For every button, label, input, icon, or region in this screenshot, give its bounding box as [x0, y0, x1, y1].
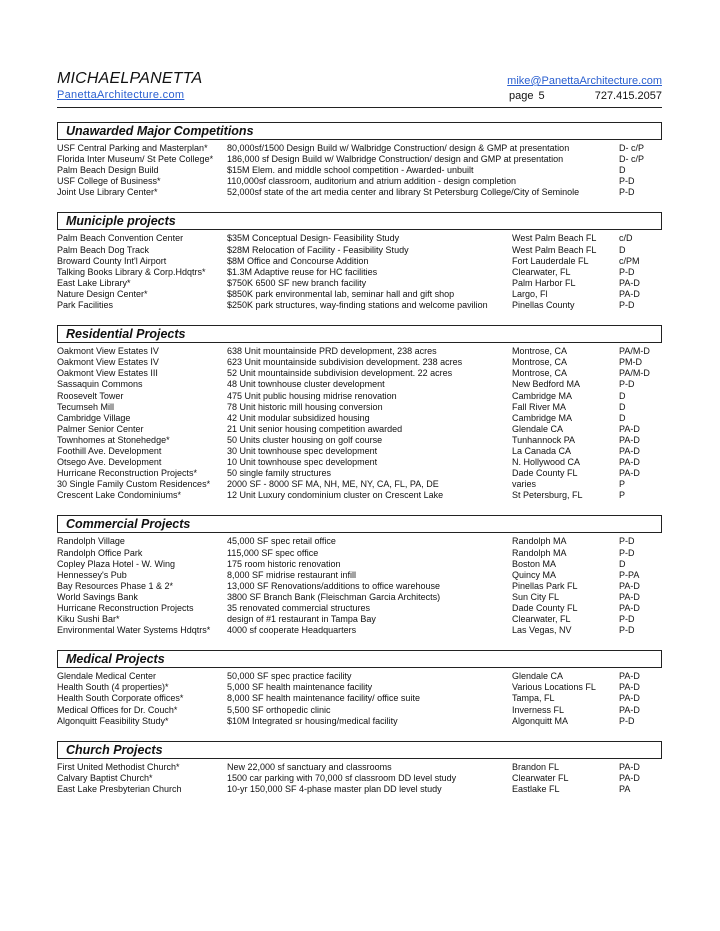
project-description: 42 Unit modular subsidized housing [227, 412, 370, 423]
project-name: East Lake Library* [57, 277, 131, 288]
project-name: Kiku Sushi Bar* [57, 614, 120, 625]
project-role: PM-D [619, 357, 642, 368]
project-description: $750K 6500 SF new branch facility [227, 277, 367, 288]
project-role: D- c/P [619, 143, 645, 153]
project-description: 5,000 SF health maintenance facility [227, 682, 373, 693]
project-role: D [619, 165, 626, 176]
project-row [57, 468, 662, 479]
project-description: design of #1 restaurant in Tampa Bay [227, 614, 376, 625]
project-description: $250K park structures, way-finding stations and welcome pavilion [227, 300, 488, 311]
project-name: Broward County Int'l Airport [57, 255, 167, 266]
project-description: 78 Unit historic mill housing conversion [227, 401, 383, 412]
section-residential-projects [57, 325, 662, 501]
project-role: P-D [619, 536, 635, 547]
project-location: Fall River MA [512, 401, 567, 412]
section-medical-projects [57, 650, 662, 726]
project-row [57, 536, 662, 547]
project-location: West Palm Beach FL [512, 244, 597, 255]
project-name: Foothill Ave. Development [57, 445, 162, 456]
project-role: P-D [619, 715, 635, 726]
project-name: Randolph Office Park [57, 547, 143, 558]
project-role: P-D [619, 379, 635, 390]
project-row [57, 424, 662, 435]
project-name: Crescent Lake Condominiums* [57, 490, 182, 501]
project-name: Roosevelt Tower [57, 390, 124, 401]
project-row [57, 176, 662, 187]
project-location: Montrose, CA [512, 357, 568, 368]
project-role: P-D [619, 187, 635, 198]
project-description: 30 Unit townhouse spec development [227, 445, 378, 456]
project-location: Montrose, CA [512, 346, 568, 357]
project-description: 48 Unit townhouse cluster development [227, 379, 385, 390]
project-row [57, 245, 662, 256]
project-name: Tecumseh Mill [57, 401, 115, 412]
project-row [57, 368, 662, 379]
project-role: P [619, 490, 626, 501]
page-label: page [509, 90, 534, 102]
project-role: c/PM [619, 255, 640, 266]
project-name: Joint Use Library Center* [57, 187, 158, 198]
project-role: P [619, 479, 626, 490]
project-row [57, 570, 662, 581]
project-role: P-D [619, 614, 635, 625]
project-name: Glendale Medical Center [57, 671, 157, 682]
project-description: New 22,000 sf sanctuary and classrooms [227, 761, 392, 772]
project-location: Montrose, CA [512, 368, 568, 379]
project-role: PA-D [619, 468, 640, 479]
project-name: Oakmont View Estates III [57, 368, 158, 379]
project-row [57, 346, 662, 357]
project-name: Health South (4 properties)* [57, 682, 169, 693]
section-title: Unawarded Major Competitions [57, 122, 662, 140]
project-row [57, 187, 662, 198]
project-name: Palm Beach Dog Track [57, 244, 150, 255]
project-location: Algonquitt MA [512, 715, 569, 726]
project-description: 13,000 SF Renovations/additions to office warehouse [227, 580, 440, 591]
project-description: $35M Conceptual Design- Feasibility Study [227, 233, 400, 244]
project-name: Sassaquin Commons [57, 379, 143, 390]
project-location: Clearwater FL [512, 772, 569, 783]
project-location: Las Vegas, NV [512, 625, 572, 636]
project-name: Florida Inter Museum/ St Pete College* [57, 154, 214, 165]
project-role: PA-D [619, 693, 640, 704]
project-list [57, 233, 662, 311]
project-role: D- c/P [619, 154, 645, 165]
project-role: PA-D [619, 682, 640, 693]
project-description: $850K park environmental lab, seminar hall and gift shop [227, 288, 455, 299]
project-role: PA-D [619, 704, 640, 715]
resume-page [57, 70, 662, 795]
page-header [57, 70, 662, 106]
project-name: Palm Beach Convention Center [57, 233, 184, 244]
project-role: P-D [619, 625, 635, 636]
project-row [57, 762, 662, 773]
project-description: 45,000 SF spec retail office [227, 536, 336, 547]
project-location: Cambridge MA [512, 412, 573, 423]
project-row [57, 603, 662, 614]
project-row [57, 402, 662, 413]
project-description: 52 Unit mountainside subdivision development. 22 acres [227, 368, 453, 379]
project-description: 10 Unit townhouse spec development [227, 457, 378, 468]
project-row [57, 705, 662, 716]
project-description: 5,500 SF orthopedic clinic [227, 704, 331, 715]
header-rule [57, 107, 662, 108]
project-row [57, 435, 662, 446]
project-location: Quincy MA [512, 569, 557, 580]
project-location: Brandon FL [512, 761, 560, 772]
section-title: Medical Projects [57, 650, 662, 668]
project-role: PA-D [619, 445, 640, 456]
project-description: $10M Integrated sr housing/medical facility [227, 715, 398, 726]
project-row [57, 682, 662, 693]
project-list [57, 346, 662, 501]
project-row [57, 784, 662, 795]
project-location: Tunhannock PA [512, 434, 576, 445]
project-row [57, 154, 662, 165]
project-description: $15M Elem. and middle school competition - Awarded- unbuilt [227, 165, 474, 176]
project-description: 175 room historic renovation [227, 558, 341, 569]
project-name: Randolph Village [57, 536, 125, 547]
section-unawarded-major-competitions [57, 122, 662, 198]
project-role: PA-D [619, 591, 640, 602]
project-location: Tampa, FL [512, 693, 555, 704]
project-role: PA-D [619, 603, 640, 613]
project-name: Cambridge Village [57, 412, 131, 423]
project-description: 10-yr 150,000 SF 4-phase master plan DD level study [227, 783, 442, 794]
project-location: Glendale CA [512, 423, 564, 434]
project-role: PA/M-D [619, 368, 650, 379]
project-location: La Canada CA [512, 445, 572, 456]
project-location: Randolph MA [512, 536, 567, 547]
project-description: 623 Unit mountainside subdivision development. 238 acres [227, 357, 463, 368]
project-location: Fort Lauderdale FL [512, 255, 589, 266]
project-location: Sun City FL [512, 591, 560, 602]
project-row [57, 548, 662, 559]
project-row [57, 581, 662, 592]
project-list [57, 671, 662, 726]
project-row [57, 379, 662, 390]
project-description: 475 Unit public housing midrise renovation [227, 390, 397, 401]
project-name: Copley Plaza Hotel - W. Wing [57, 558, 176, 569]
project-row [57, 267, 662, 278]
project-description: 2000 SF - 8000 SF MA, NH, ME, NY, CA, FL, PA, DE [227, 479, 439, 490]
project-row [57, 446, 662, 457]
project-row [57, 625, 662, 636]
section-church-projects [57, 741, 662, 795]
project-description: 35 renovated commercial structures [227, 603, 371, 613]
section-title: Church Projects [57, 741, 662, 759]
project-location: Inverness FL [512, 704, 565, 715]
project-description: 4000 sf cooperate Headquarters [227, 625, 357, 636]
project-description: 80,000sf/1500 Design Build w/ Walbridge Construction/ design & GMP at presentation [227, 143, 570, 153]
project-row [57, 278, 662, 289]
project-description: 8,000 SF health maintenance facility/ office suite [227, 693, 420, 704]
project-name: Medical Offices for Dr. Couch* [57, 704, 178, 715]
page-indicator [509, 90, 545, 102]
project-location: N. Hollywood CA [512, 457, 581, 468]
project-row [57, 413, 662, 424]
project-location: Palm Harbor FL [512, 277, 576, 288]
project-location: Clearwater, FL [512, 614, 571, 625]
project-role: c/D [619, 233, 633, 244]
project-role: PA-D [619, 277, 640, 288]
project-row [57, 300, 662, 311]
project-name: Bay Resources Phase 1 & 2* [57, 580, 174, 591]
project-role: PA-D [619, 434, 640, 445]
project-name: Calvary Baptist Church* [57, 772, 153, 783]
project-name: Hurricane Reconstruction Projects* [57, 468, 198, 479]
project-row [57, 479, 662, 490]
project-role: P-D [619, 547, 635, 558]
project-row [57, 233, 662, 244]
project-location: Various Locations FL [512, 682, 596, 693]
project-description: 110,000sf classroom, auditorium and atrium addition - design completion [227, 176, 516, 187]
project-row [57, 490, 662, 501]
project-description: 638 Unit mountainside PRD development, 238 acres [227, 346, 437, 357]
page-number: 5 [538, 90, 545, 102]
project-description: 186,000 sf Design Build w/ Walbridge Construction/ design and GMP at presentation [227, 154, 564, 165]
project-role: PA-D [619, 457, 640, 468]
project-role: P-D [619, 176, 635, 187]
project-sections [57, 122, 662, 795]
project-role: D [619, 244, 626, 255]
project-description: 1500 car parking with 70,000 sf classroom DD level study [227, 772, 457, 783]
project-description: 12 Unit Luxury condominium cluster on Crescent Lake [227, 490, 444, 501]
section-title: Municiple projects [57, 212, 662, 230]
project-name: Algonquitt Feasibility Study* [57, 715, 169, 726]
project-row [57, 592, 662, 603]
project-role: P-D [619, 266, 635, 277]
project-role: PA-D [619, 423, 640, 434]
project-name: Environmental Water Systems Hdqtrs* [57, 625, 211, 636]
project-description: 21 Unit senior housing competition awarded [227, 423, 403, 434]
project-name: Hurricane Reconstruction Projects [57, 603, 194, 613]
section-commercial-projects [57, 515, 662, 636]
project-row [57, 391, 662, 402]
project-name: Oakmont View Estates IV [57, 346, 159, 357]
project-location: Boston MA [512, 558, 557, 569]
project-row [57, 143, 662, 154]
project-name: USF College of Business* [57, 176, 161, 187]
project-location: Randolph MA [512, 547, 567, 558]
project-name: Health South Corporate offices* [57, 693, 184, 704]
project-role: P-D [619, 300, 635, 311]
project-name: Talking Books Library & Corp.Hdqtrs* [57, 266, 206, 277]
section-title: Residential Projects [57, 325, 662, 343]
project-description: 8,000 SF midrise restaurant infill [227, 569, 357, 580]
project-row [57, 457, 662, 468]
section-municiple-projects [57, 212, 662, 311]
project-list [57, 536, 662, 636]
project-location: Cambridge MA [512, 390, 573, 401]
project-role: PA-D [619, 772, 640, 783]
project-description: $1.3M Adaptive reuse for HC facilities [227, 266, 378, 277]
project-role: PA/M-D [619, 346, 650, 357]
project-role: PA-D [619, 580, 640, 591]
project-location: Dade County FL [512, 603, 578, 613]
project-name: Oakmont View Estates IV [57, 357, 159, 368]
phone-number: 727.415.2057 [594, 90, 662, 102]
project-name: Townhomes at Stonehedge* [57, 434, 170, 445]
project-role: PA-D [619, 288, 640, 299]
project-role: PA-D [619, 671, 640, 682]
project-description: 3800 SF Branch Bank (Fleischman Garcia Architects) [227, 591, 441, 602]
website-link[interactable]: PanettaArchitecture.com [57, 89, 185, 101]
project-location: St Petersburg, FL [512, 490, 583, 501]
project-name: 30 Single Family Custom Residences* [57, 479, 211, 490]
project-role: D [619, 401, 626, 412]
project-location: Eastlake FL [512, 783, 560, 794]
project-description: 52,000sf state of the art media center and library St Petersburg College/City of Seminole [227, 187, 580, 198]
project-list [57, 762, 662, 795]
project-location: Pinellas County [512, 300, 575, 311]
project-location: West Palm Beach FL [512, 233, 597, 244]
project-description: $8M Office and Concourse Addition [227, 255, 369, 266]
project-role: PA-D [619, 761, 640, 772]
project-role: P-PA [619, 569, 640, 580]
project-row [57, 357, 662, 368]
project-location: Clearwater, FL [512, 266, 571, 277]
project-location: New Bedford MA [512, 379, 581, 390]
project-name: Otsego Ave. Development [57, 457, 162, 468]
project-description: 115,000 SF spec office [227, 547, 319, 558]
project-role: D [619, 558, 626, 569]
project-description: 50 Units cluster housing on golf course [227, 434, 383, 445]
project-name: Palmer Senior Center [57, 423, 144, 434]
project-name: Nature Design Center* [57, 288, 148, 299]
project-row [57, 559, 662, 570]
project-row [57, 716, 662, 727]
project-description: 50 single family structures [227, 468, 332, 479]
project-location: Pinellas Park FL [512, 580, 578, 591]
project-row [57, 289, 662, 300]
project-row [57, 256, 662, 267]
project-name: Hennessey's Pub [57, 569, 127, 580]
project-row [57, 693, 662, 704]
project-role: D [619, 390, 626, 401]
project-name: Palm Beach Design Build [57, 165, 159, 176]
project-name: World Savings Bank [57, 591, 138, 602]
project-name: USF Central Parking and Masterplan* [57, 143, 208, 153]
project-name: First United Methodist Church* [57, 761, 180, 772]
project-role: PA [619, 783, 631, 794]
project-row [57, 165, 662, 176]
project-name: Park Facilities [57, 300, 114, 311]
author-name: MICHAELPANETTA [57, 70, 203, 87]
project-row [57, 671, 662, 682]
project-location: Glendale CA [512, 671, 564, 682]
project-name: East Lake Presbyterian Church [57, 783, 182, 794]
project-description: $28M Relocation of Facility - Feasibility Study [227, 244, 409, 255]
project-row [57, 614, 662, 625]
project-location: varies [512, 479, 537, 490]
project-location: Dade County FL [512, 468, 578, 479]
project-list [57, 143, 662, 198]
project-location: Largo, Fl [512, 288, 548, 299]
email-link[interactable]: mike@PanettaArchitecture.com [507, 75, 662, 87]
section-title: Commercial Projects [57, 515, 662, 533]
project-role: D [619, 412, 626, 423]
project-row [57, 773, 662, 784]
project-description: 50,000 SF spec practice facility [227, 671, 352, 682]
